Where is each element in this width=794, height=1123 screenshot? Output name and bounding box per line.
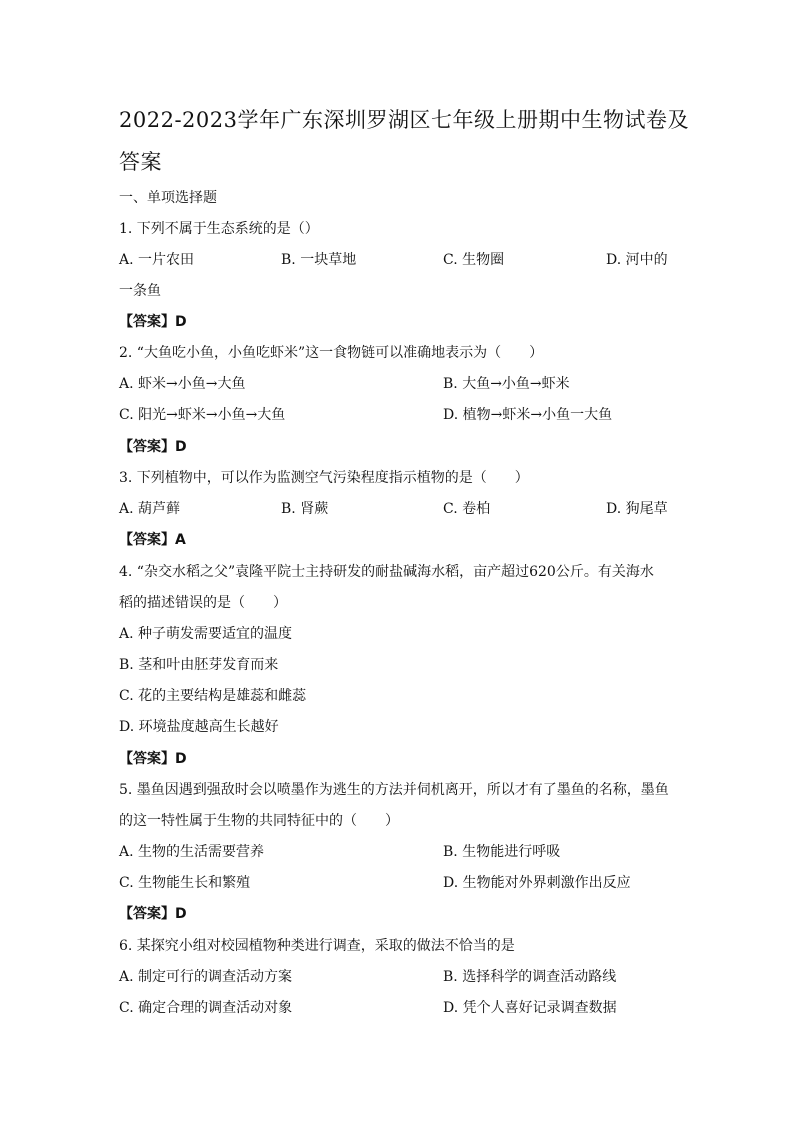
question-3-stem: 3. 下列植物中，可以作为监测空气污染程度指示植物的是（ ） [119,470,529,486]
question-4-answer: 【答案】D [119,751,187,767]
question-3-answer: 【答案】A [119,532,186,548]
question-4-option-a: A. 种子萌发需要适宜的温度 [119,626,293,642]
question-2-answer: 【答案】D [119,439,187,455]
question-1-option-b: B. 一块草地 [281,252,357,268]
question-4-option-d: D. 环境盐度越高生长越好 [119,719,279,735]
question-4-stem-line2: 稻的描述错误的是（ ） [119,595,287,611]
document-title-line1: 2022-2023学年广东深圳罗湖区七年级上册期中生物试卷及 [119,108,689,132]
question-1-option-d: D. 河中的 [606,252,668,268]
question-2-option-d: D. 植物→虾米→小鱼一大鱼 [443,407,613,423]
question-6-option-b: B. 选择科学的调查活动路线 [443,969,617,985]
question-1-stem: 1. 下列不属于生态系统的是（） [119,221,319,237]
question-6-option-d: D. 凭个人喜好记录调查数据 [443,1000,617,1016]
question-5-option-c: C. 生物能生长和繁殖 [119,875,251,891]
question-6-stem: 6. 某探究小组对校园植物种类进行调查，采取的做法不恰当的是 [119,938,515,954]
question-5-option-b: B. 生物能进行呼吸 [443,844,561,860]
question-1-option-c: C. 生物圈 [443,252,505,268]
question-2-option-c: C. 阳光→虾米→小鱼→大鱼 [119,407,286,423]
question-6-option-a: A. 制定可行的调查活动方案 [119,969,293,985]
question-5-stem-line2: 的这一特性属于生物的共同特征中的（ ） [119,813,399,829]
question-3-option-b: B. 肾蕨 [281,501,329,517]
question-5-option-d: D. 生物能对外界刺激作出反应 [443,875,631,891]
question-6-option-c: C. 确定合理的调查活动对象 [119,1000,293,1016]
question-5-stem-line1: 5. 墨鱼因遇到强敌时会以喷墨作为逃生的方法并伺机离开，所以才有了墨鱼的名称，墨鱼 [119,782,669,798]
document-title-line2: 答案 [119,150,162,174]
question-1-option-a: A. 一片农田 [119,252,195,268]
question-3-option-c: C. 卷柏 [443,501,491,517]
question-1-answer: 【答案】D [119,314,187,330]
question-1-option-d-continued: 一条鱼 [119,283,161,299]
question-2-option-b: B. 大鱼→小鱼→虾米 [443,376,570,392]
question-2-option-a: A. 虾米→小鱼→大鱼 [119,376,246,392]
question-5-answer: 【答案】D [119,906,187,922]
question-2-stem: 2. “大鱼吃小鱼，小鱼吃虾米”这一食物链可以准确地表示为（ ） [119,345,544,361]
section-heading: 一、单项选择题 [119,190,217,206]
question-4-stem-line1: 4. “杂交水稻之父”袁隆平院士主持研发的耐盐碱海水稻，亩产超过620公斤。有关海水 [119,564,654,580]
question-4-option-c: C. 花的主要结构是雄蕊和雌蕊 [119,688,307,704]
question-3-option-a: A. 葫芦藓 [119,501,181,517]
question-4-option-b: B. 茎和叶由胚芽发育而来 [119,657,279,673]
question-3-option-d: D. 狗尾草 [606,501,668,517]
question-5-option-a: A. 生物的生活需要营养 [119,844,265,860]
